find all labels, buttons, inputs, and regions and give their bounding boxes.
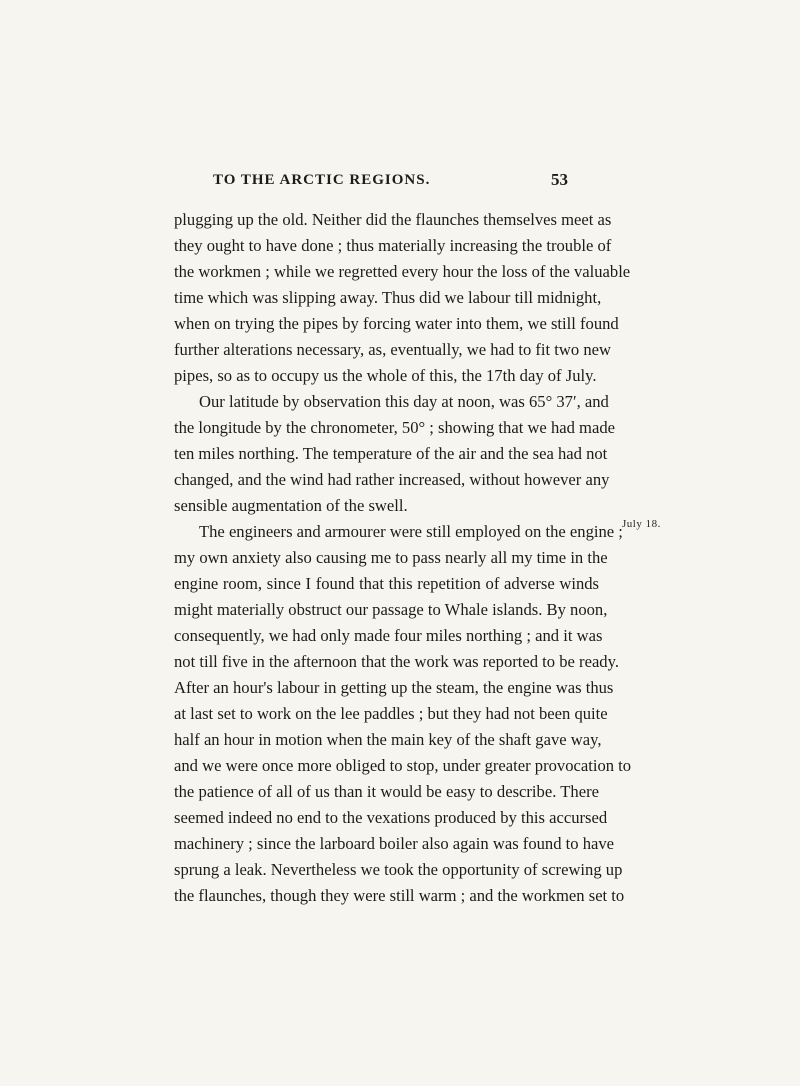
text-line: machinery ; since the larboard boiler also again was found to have — [174, 834, 615, 853]
text-line: After an hour's labour in getting up the steam, the engine was thus — [174, 678, 614, 697]
text-line: and we were once more obliged to stop, under greater provocation to — [174, 756, 632, 775]
marginal-date-note: July 18. — [622, 518, 661, 530]
text-line: not till five in the afternoon that the work was reported to be ready. — [174, 652, 619, 671]
text-line: plugging up the old. Neither did the flaunches themselves meet as — [174, 210, 612, 229]
text-line: the longitude by the chronometer, 50° ; showing that we had made — [174, 418, 615, 437]
text-line: time which was slipping away. Thus did we labour till midnight, — [174, 288, 602, 307]
text-line: at last set to work on the lee paddles ; but they had not been quite — [174, 704, 608, 723]
text-line: they ought to have done ; thus materially increasing the trouble of — [174, 236, 612, 255]
text-line: sprung a leak. Nevertheless we took the opportunity of screwing up — [174, 860, 623, 879]
running-title: TO THE ARCTIC REGIONS. — [213, 172, 431, 188]
text-line: when on trying the pipes by forcing water into them, we still found — [174, 314, 619, 333]
running-head — [213, 172, 568, 194]
text-line: consequently, we had only made four miles northing ; and it was — [174, 626, 603, 645]
text-line: the workmen ; while we regretted every hour the loss of the valuable — [174, 262, 631, 281]
text-line: the patience of all of us than it would be easy to describe. There — [174, 782, 599, 801]
text-line: engine room, since I found that this repetition of adverse winds — [174, 574, 599, 593]
text-line: further alterations necessary, as, eventually, we had to fit two new — [174, 340, 611, 359]
text-line: Our latitude by observation this day at noon, was 65° 37′, and — [199, 392, 609, 411]
text-line: the flaunches, though they were still warm ; and the workmen set to — [174, 886, 625, 905]
text-line: pipes, so as to occupy us the whole of this, the 17th day of July. — [174, 366, 597, 385]
text-line: changed, and the wind had rather increased, without however any — [174, 470, 610, 489]
text-line: might materially obstruct our passage to Whale islands. By noon, — [174, 600, 608, 619]
text-line: The engineers and armourer were still employed on the engine ; — [199, 522, 623, 541]
text-line: half an hour in motion when the main key of the shaft gave way, — [174, 730, 602, 749]
text-line: seemed indeed no end to the vexations produced by this accursed — [174, 808, 608, 827]
text-line: sensible augmentation of the swell. — [174, 496, 408, 515]
text-line: my own anxiety also causing me to pass nearly all my time in the — [174, 548, 608, 567]
page-number: 53 — [551, 170, 568, 189]
text-line: ten miles northing. The temperature of the air and the sea had not — [174, 444, 608, 463]
